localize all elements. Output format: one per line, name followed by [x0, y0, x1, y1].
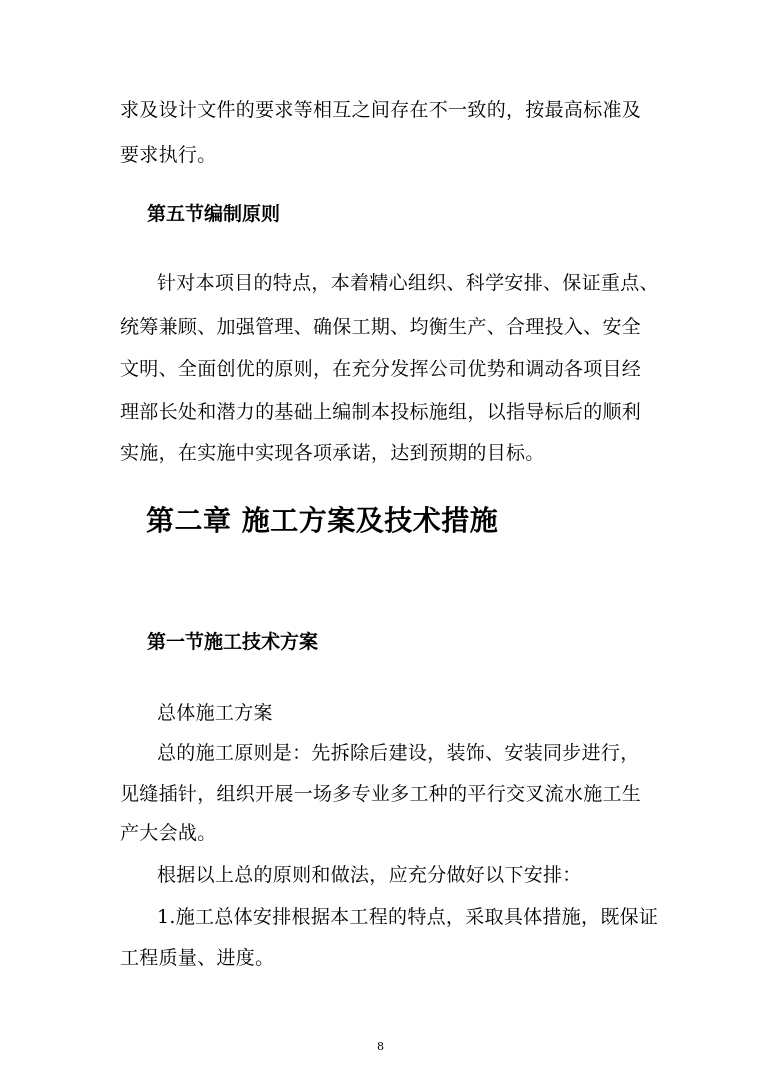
body-text-line: 求及设计文件的要求等相互之间存在不一致的，按最高标准及: [120, 99, 642, 121]
body-text-line: 根据以上总的原则和做法，应充分做好以下安排：: [157, 864, 582, 886]
body-text-line: 文明、全面创优的原则，在充分发挥公司优势和调动各项目经: [120, 358, 642, 380]
body-text-line: 针对本项目的特点，本着精心组织、科学安排、保证重点、: [157, 272, 659, 294]
chapter-heading: 第二章 施工方案及技术措施: [146, 504, 499, 537]
section-heading: 第五节编制原则: [147, 203, 281, 225]
body-text-line: 产大会战。: [120, 822, 217, 844]
subheading: 总体施工方案: [157, 702, 273, 724]
body-text-line: 实施，在实施中实现各项承诺，达到预期的目标。: [120, 442, 545, 464]
body-text-line: 统筹兼顾、加强管理、确保工期、均衡生产、合理投入、安全: [120, 316, 642, 338]
page-number: 8: [377, 1040, 384, 1053]
body-text-line: 工程质量、进度。: [120, 947, 275, 969]
body-text-line: 见缝插针，组织开展一场多专业多工种的平行交叉流水施工生: [120, 783, 642, 805]
body-text-line: 总的施工原则是：先拆除后建设，装饰、安装同步进行，: [157, 742, 640, 764]
section-heading: 第一节施工技术方案: [147, 631, 319, 653]
body-text-line: 理部长处和潜力的基础上编制本投标施组，以指导标后的顺利: [120, 401, 642, 423]
body-text-line: 1.施工总体安排根据本工程的特点，采取具体措施，既保证: [157, 906, 659, 928]
body-text-line: 要求执行。: [120, 144, 217, 166]
